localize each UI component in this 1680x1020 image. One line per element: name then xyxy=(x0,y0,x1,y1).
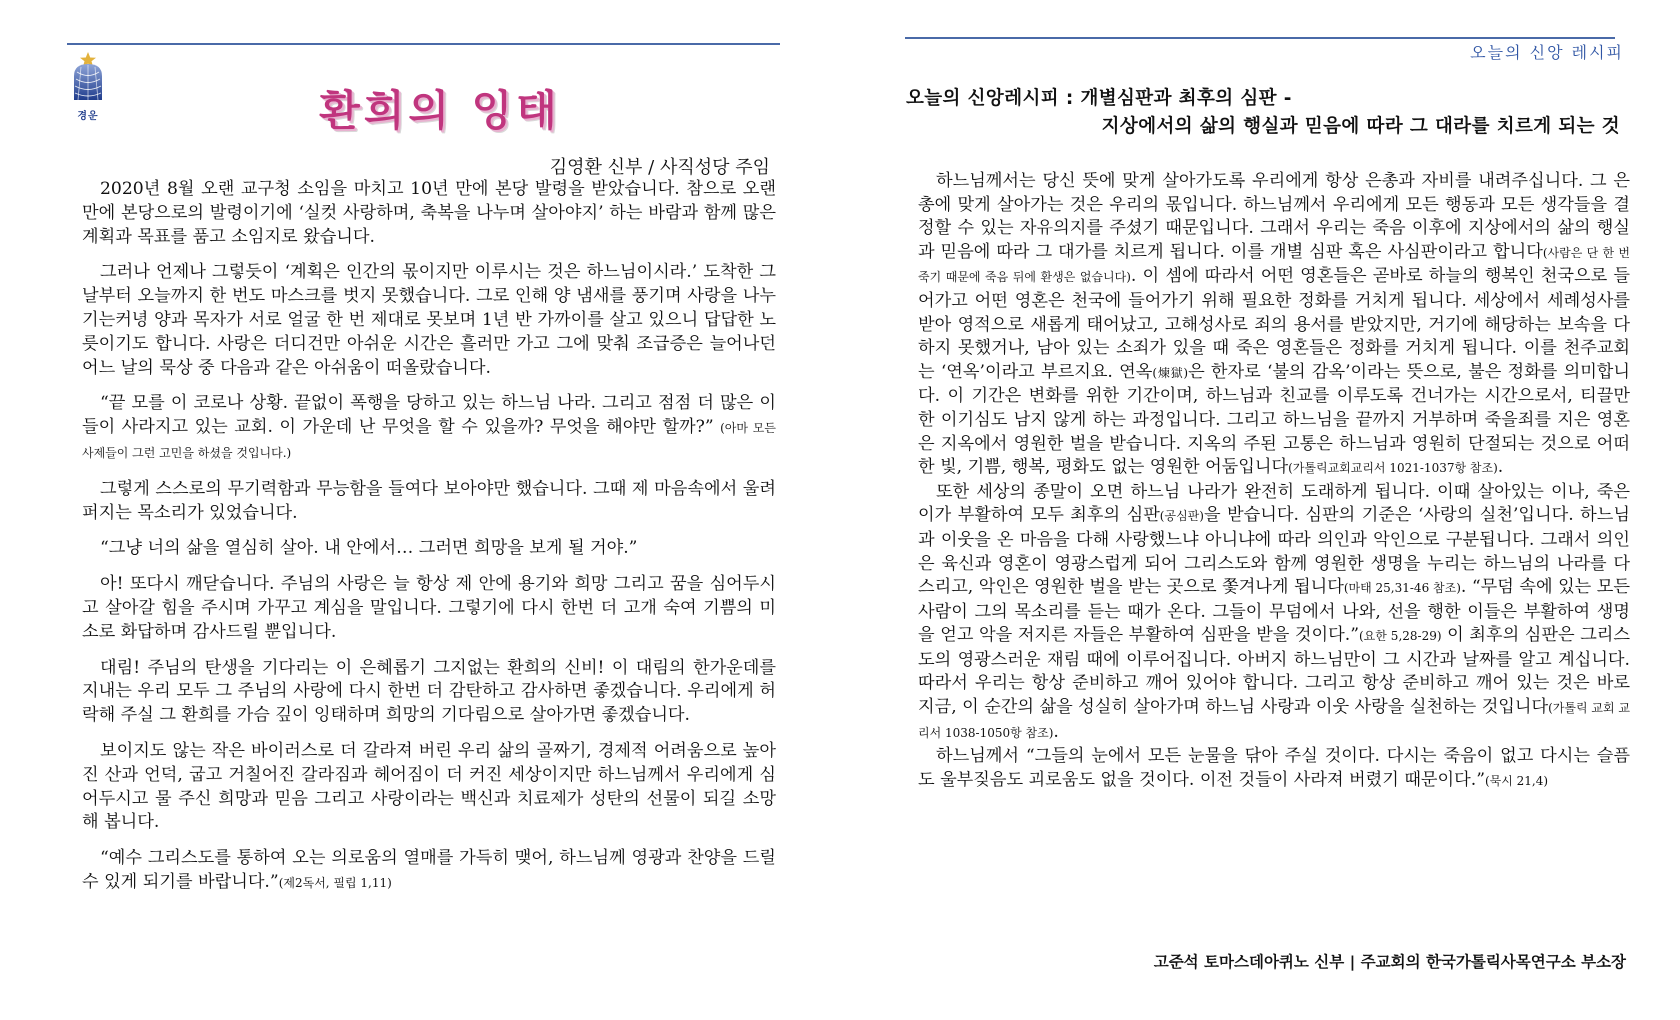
paragraph-text: 그러나 언제나 그렇듯이 ‘계획은 인간의 몫이지만 이루시는 것은 하느님이시라.’ 도착한 그날부터 오늘까지 한 번도 마스크를 벗지 못했습니다. 그로 인해 양 냄새를 풍기며 사랑을 나누기는커녕 양과 목자가 서로 얼굴 한 번 제대로 못보며 1년 반 가까이를 살고 있으니 답답한 노릇이기도 합니다. 사랑은 더디건만 아쉬운 시간은 흘러만 가고 그에 맞춰 조급증은 늘어나던 어느 날의 묵상 중 다음과 같은 아쉬움이 떠올랐습니다. xyxy=(82,262,776,378)
paragraph xyxy=(82,178,776,249)
paragraph-text: 은 한자로 ‘불의 감옥’이라는 뜻으로, 불은 정화를 의미합니다. 이 기간은 변화를 위한 기간이며, 하느님과 친교를 이루도록 건너가는 시간으로서, 티끌만 한 이기심도 남지 않게 하는 과정입니다. 그리고 하느님을 끝까지 거부하며 죽을죄를 지은 영혼은 지옥에서 영원한 벌을 받습니다. 지옥의 주된 고통은 하느님과 영원히 단절되는 것으로 어떠한 빛, 기쁨, 행복, 평화도 없는 영원한 어둠입니다 xyxy=(918,361,1630,478)
reference-note: (요한 5,28-29) xyxy=(1358,629,1442,644)
article-body-right xyxy=(918,170,1630,793)
paragraph-text: 또한 세상의 종말이 오면 하느님 나라가 완전히 도래하게 됩니다. 이때 살아있는 이나, 죽은 이가 부활하여 모두 최후의 심판 xyxy=(918,481,1630,526)
paragraph-text: 아! 또다시 깨닫습니다. 주님의 사랑은 늘 항상 제 안에 용기와 희망 그리고 꿈을 심어두시고 살아갈 힘을 주시며 가꾸고 계심을 말입니다. 그렇기에 다시 한번 더 고개 숙여 기쁨의 미소로 화답하며 감사드릴 뿐입니다. xyxy=(82,574,776,642)
paragraph-text: 하느님께서는 당신 뜻에 맞게 살아가도록 우리에게 항상 은총과 자비를 내려주십니다. 그 은총에 맞게 살아가는 것은 우리의 몫입니다. 하느님께서 우리에게 모든 행동과 모든 생각들을 결정할 수 있는 자유의지를 주셨기 때문입니다. 그래서 우리는 죽음 이후에 지상에서의 삶의 행실과 믿음에 따라 그 대가를 치르게 됩니다. 이를 개별 심판 혹은 사심판이라고 합니다 xyxy=(918,171,1630,262)
paragraph xyxy=(82,392,776,465)
logo-emblem-icon xyxy=(68,48,108,102)
top-rule-right xyxy=(905,37,1615,39)
reference-note: (묵시 21,4) xyxy=(1484,773,1549,788)
reference-note: (가톨릭 교회 교리서 1038-1050항 참조) xyxy=(918,701,1630,740)
paragraph-text: “예수 그리스도를 통하여 오는 의로움의 열매를 가득히 맺어, 하느님께 영광과 찬양을 드릴 수 있게 되기를 바랍니다.” xyxy=(82,848,776,892)
column-author: 고준석 토마스데아퀴노 신부 | 주교회의 한국가톨릭사목연구소 부소장 xyxy=(1153,953,1626,971)
reference-note: (가톨릭교회교리서 1021-1037항 참조) xyxy=(1288,461,1498,476)
paragraph xyxy=(918,170,1630,481)
paragraph xyxy=(82,478,776,526)
paragraph-text: “끝 모를 이 코로나 상황. 끝없이 폭행을 당하고 있는 하느님 나라. 그리고 점점 더 많은 이들이 사라지고 있는 교회. 이 가운데 난 무엇을 할 수 있을까? 무엇을 해야만 할까?” xyxy=(82,393,776,438)
column-title-line2: 지상에서의 삶의 행실과 믿음에 따라 그 대라를 치르게 되는 것 xyxy=(1101,116,1620,137)
series-tag: 오늘의 신앙 레시피 xyxy=(1470,43,1624,62)
reference-note: (아마 모든 사제들이 그런 고민을 하셨을 것입니다.) xyxy=(82,421,776,460)
paragraph xyxy=(918,745,1630,793)
logo-label: 경운 xyxy=(77,111,99,122)
reference-note: (煉獄) xyxy=(1152,365,1189,380)
paragraph-text: 을 받습니다. 심판의 기준은 ‘사랑의 실천’입니다. 하느님과 이웃을 온 마음을 다해 사랑했느냐 아니냐에 따라 의인과 악인으로 구분됩니다. 그래서 의인은 육신과 영혼이 영광스럽게 되어 그리스도와 함께 영원한 생명을 누리는 하느님의 나라를 다스리고, 악인은 영원한 벌을 받는 곳으로 쫓겨나게 됩니다 xyxy=(918,505,1630,598)
paragraph-text: 하느님께서 “그들의 눈에서 모든 눈물을 닦아 주실 것이다. 다시는 죽음이 없고 다시는 슬픔도 울부짖음도 괴로움도 없을 것이다. 이전 것들이 사라져 버렸기 때문이다.” xyxy=(918,746,1630,790)
paragraph-text: . xyxy=(1497,457,1504,478)
right-page xyxy=(880,0,1680,1020)
reference-note: (마태 25,31-46 참조) xyxy=(1343,581,1461,596)
paragraph-text: . “무덤 속에 있는 모든 사람이 그의 목소리를 듣는 때가 온다. 그들이 무덤에서 나와, 선을 행한 이들은 부활하여 생명을 얻고 악을 저지른 자들은 부활하여 심판을 받을 것이다.” xyxy=(918,577,1630,646)
paragraph xyxy=(82,261,776,380)
reference-note: (사람은 단 한 번 죽기 때문에 죽음 뒤에 환생은 없습니다) xyxy=(918,245,1630,285)
paragraph xyxy=(918,481,1630,746)
paragraph-text: . xyxy=(1053,721,1059,742)
paragraph-text: 이 최후의 심판은 그리스도의 영광스러운 재림 때에 이루어집니다. 아버지 하느님만이 그 시간과 날짜를 알고 계십니다. 따라서 우리는 항상 준비하고 깨어 있어야 합니다. 그리고 항상 준비하고 깨어 있는 것은 바로 지금, 이 순간의 삶을 성실히 살아가며 하느님 사랑과 이웃 사랑을 실천하는 것입니다 xyxy=(918,625,1631,718)
article-byline: 김영환 신부 / 사직성당 주임 xyxy=(549,157,770,178)
paragraph-text: 2020년 8월 오랜 교구청 소임을 마치고 10년 만에 본당 발령을 받았습니다. 참으로 오랜만에 본당으로의 발령이기에 ‘실컷 사랑하며, 축복을 나누며 살아야지’ 하는 바람과 함께 많은 계획과 목표를 품고 소임지로 왔습니다. xyxy=(82,179,776,247)
paragraph xyxy=(82,573,776,644)
article-title: 환희의 잉태 xyxy=(319,86,561,135)
paragraph-text: 보이지도 않는 작은 바이러스로 더 갈라져 버린 우리 삶의 골짜기, 경제적 어려움으로 높아진 산과 언덕, 굽고 거칠어진 갈라짐과 헤어짐이 더 커진 세상이지만 하느님께서 우리에게 심어두시고 물 주신 희망과 믿음 그리고 사랑이라는 백신과 치료제가 성탄의 선물이 되길 소망해 봅니다. xyxy=(82,740,776,833)
top-rule-left xyxy=(67,43,780,45)
paragraph xyxy=(82,847,776,896)
gyeongun-logo-icon xyxy=(68,48,108,122)
column-title-line1: 오늘의 신앙레시피 : 개별심판과 최후의 심판 - xyxy=(906,88,1292,109)
paragraph-text: . 이 셈에 따라서 어떤 영혼들은 곧바로 하늘의 행복인 천국으로 들어가고 어떤 영혼은 천국에 들어가기 위해 필요한 정화를 거치게 됩니다. 세상에서 세례성사를 받아 영적으로 새롭게 태어났고, 고해성사로 죄의 용서를 받았지만, 거기에 해당하는 보속을 다하지 못했거나, 남아 있는 소죄가 있을 때 죽은 영혼들은 정화를 거치게 됩니다. 이를 천주교회는 ‘연옥’이라고 부르지요. 연옥 xyxy=(918,266,1630,382)
paragraph-text: “그냥 너의 삶을 열심히 살아. 내 안에서… 그러면 희망을 보게 될 거야.” xyxy=(100,538,638,559)
reference-note: (제2독서, 필립 1,11) xyxy=(278,875,392,890)
paragraph xyxy=(82,537,776,561)
paragraph xyxy=(82,740,776,835)
paragraph-text: 그렇게 스스로의 무기력함과 무능함을 들여다 보아야만 했습니다. 그때 제 마음속에서 울려 퍼지는 목소리가 있었습니다. xyxy=(82,478,776,523)
paragraph-text: 대림! 주님의 탄생을 기다리는 이 은혜롭기 그지없는 환희의 신비! 이 대림의 한가운데를 지내는 우리 모두 그 주님의 사랑에 다시 한번 더 감탄하고 감사하면 좋겠습니다. 우리에게 허락해 주실 그 환희를 가슴 깊이 잉태하며 희망의 기다림으로 살아가면 좋겠습니다. xyxy=(82,657,776,726)
paragraph xyxy=(82,657,776,728)
reference-note: (공심판) xyxy=(1159,509,1204,524)
article-body-left xyxy=(82,178,776,908)
